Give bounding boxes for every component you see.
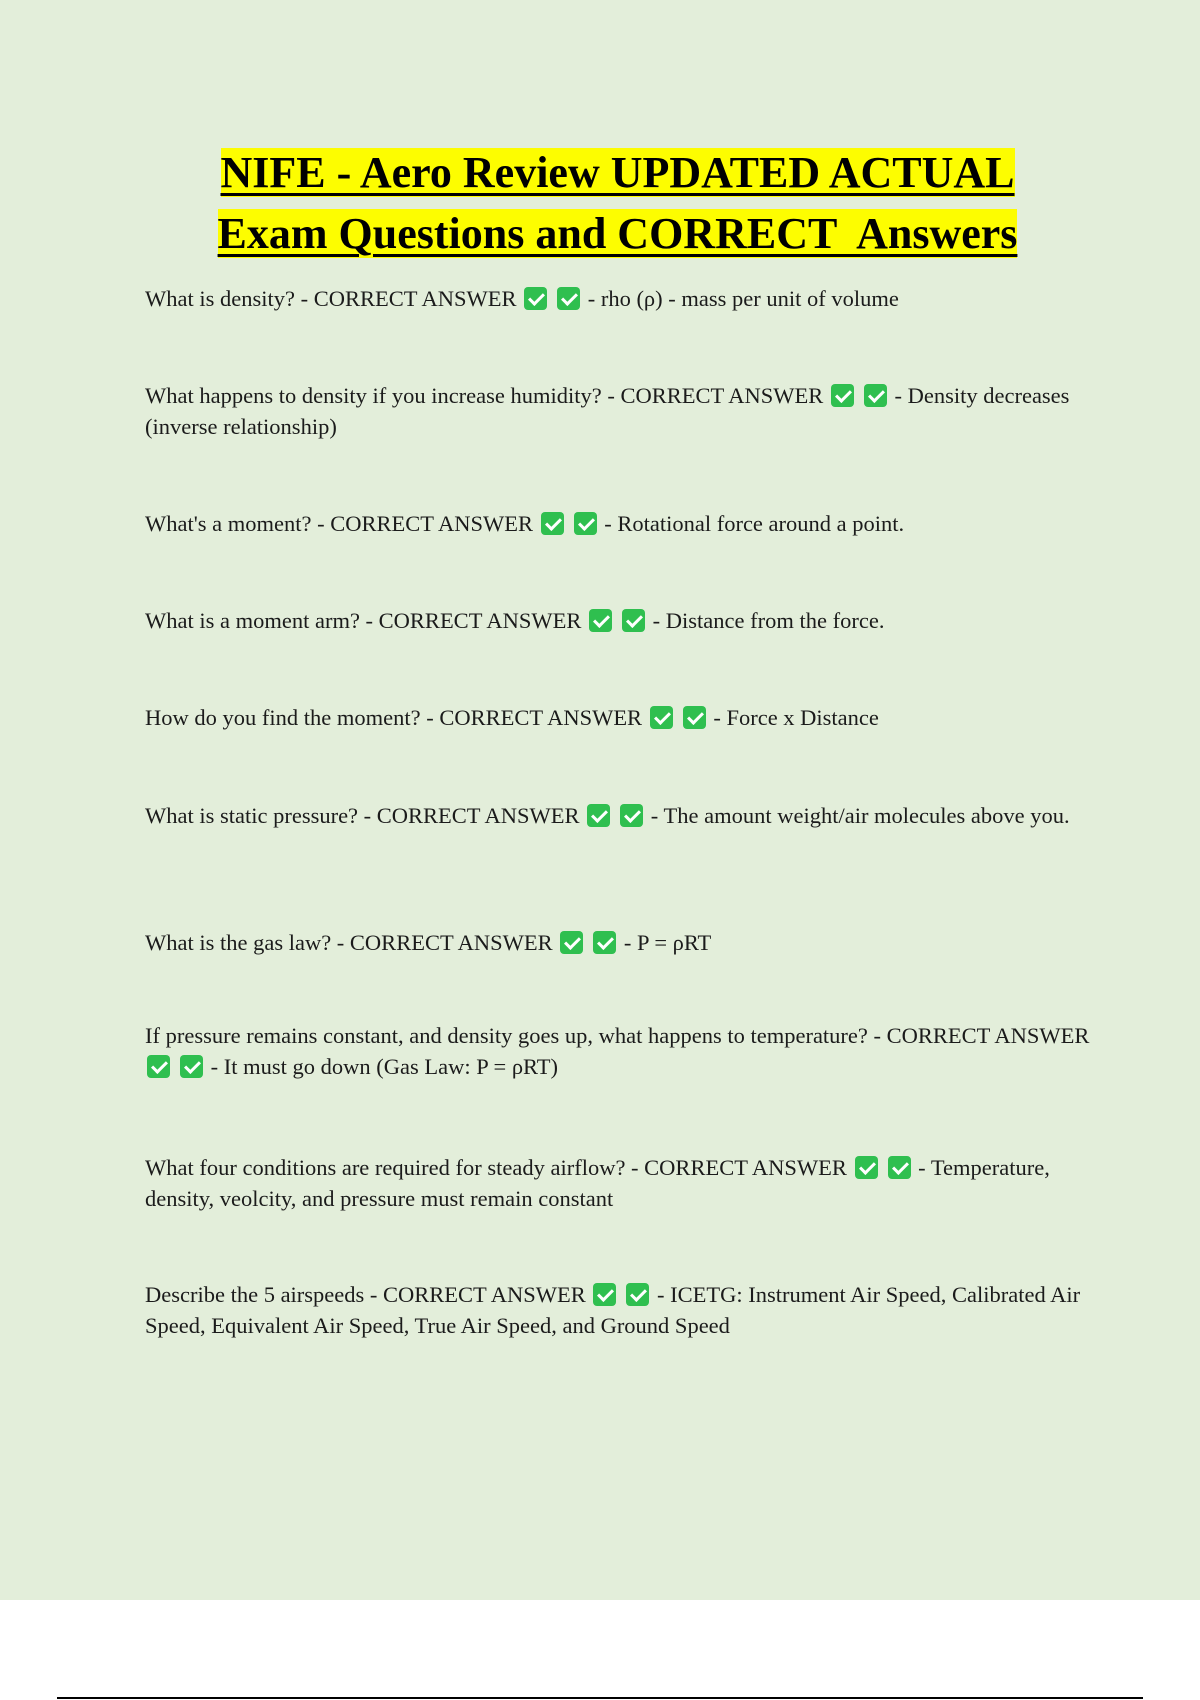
qa-item-7 [145,927,1090,958]
answer-text: - Force x Distance [713,705,879,730]
qa-item-9 [145,1152,1090,1214]
checkmark-icon [574,512,597,535]
answer-text: - Distance from the force. [652,608,885,633]
question-text: Describe the 5 airspeeds - CORRECT ANSWER [145,1282,586,1307]
checkmark-icon [620,804,643,827]
checkmark-icon [683,706,706,729]
qa-item-1 [145,283,1090,314]
answer-text: - Density decreases (inverse relationship) [145,383,1070,439]
qa-item-8 [145,1020,1090,1082]
question-text: What's a moment? - CORRECT ANSWER [145,511,533,536]
qa-item-3 [145,508,1090,539]
checkmark-icon [622,609,645,632]
question-text: If pressure remains constant, and density goes up, what happens to temperature? - CORRECT ANSWER [145,1023,1090,1048]
checkmark-icon [147,1055,170,1078]
checkmark-icon [524,287,547,310]
checkmark-icon [650,706,673,729]
question-text: What happens to density if you increase humidity? - CORRECT ANSWER [145,383,824,408]
question-text: What is the gas law? - CORRECT ANSWER [145,930,553,955]
checkmark-icon [888,1156,911,1179]
qa-item-5 [145,702,1090,733]
checkmark-icon [855,1156,878,1179]
qa-item-4 [145,605,1090,636]
answer-text: - It must go down (Gas Law: P = ρRT) [210,1054,558,1079]
qa-item-10 [145,1279,1090,1341]
answer-text: - ICETG: Instrument Air Speed, Calibrated Air Speed, Equivalent Air Speed, True Air Speed, and Ground Speed [145,1282,1081,1338]
checkmark-icon [587,804,610,827]
title-line-2: Exam Questions and CORRECT Answers [217,209,1018,258]
answer-text: - The amount weight/air molecules above you. [650,803,1070,828]
answer-text: - P = ρRT [623,930,712,955]
checkmark-icon [560,931,583,954]
document-title [175,142,1060,264]
checkmark-icon [180,1055,203,1078]
checkmark-icon [593,931,616,954]
answer-text: - Temperature, density, veolcity, and pressure must remain constant [145,1155,1050,1211]
qa-item-2 [145,380,1090,442]
checkmark-icon [557,287,580,310]
question-text: What is static pressure? - CORRECT ANSWER [145,803,580,828]
question-text: How do you find the moment? - CORRECT ANSWER [145,705,643,730]
checkmark-icon [541,512,564,535]
answer-text: - rho (ρ) - mass per unit of volume [587,286,899,311]
footer-divider [57,1697,1143,1699]
question-text: What four conditions are required for steady airflow? - CORRECT ANSWER [145,1155,847,1180]
checkmark-icon [593,1283,616,1306]
question-text: What is density? - CORRECT ANSWER [145,286,517,311]
qa-item-6 [145,800,1090,831]
answer-text: - Rotational force around a point. [604,511,905,536]
title-line-1: NIFE - Aero Review UPDATED ACTUAL [220,148,1015,197]
checkmark-icon [831,384,854,407]
checkmark-icon [626,1283,649,1306]
checkmark-icon [589,609,612,632]
checkmark-icon [864,384,887,407]
question-text: What is a moment arm? - CORRECT ANSWER [145,608,582,633]
